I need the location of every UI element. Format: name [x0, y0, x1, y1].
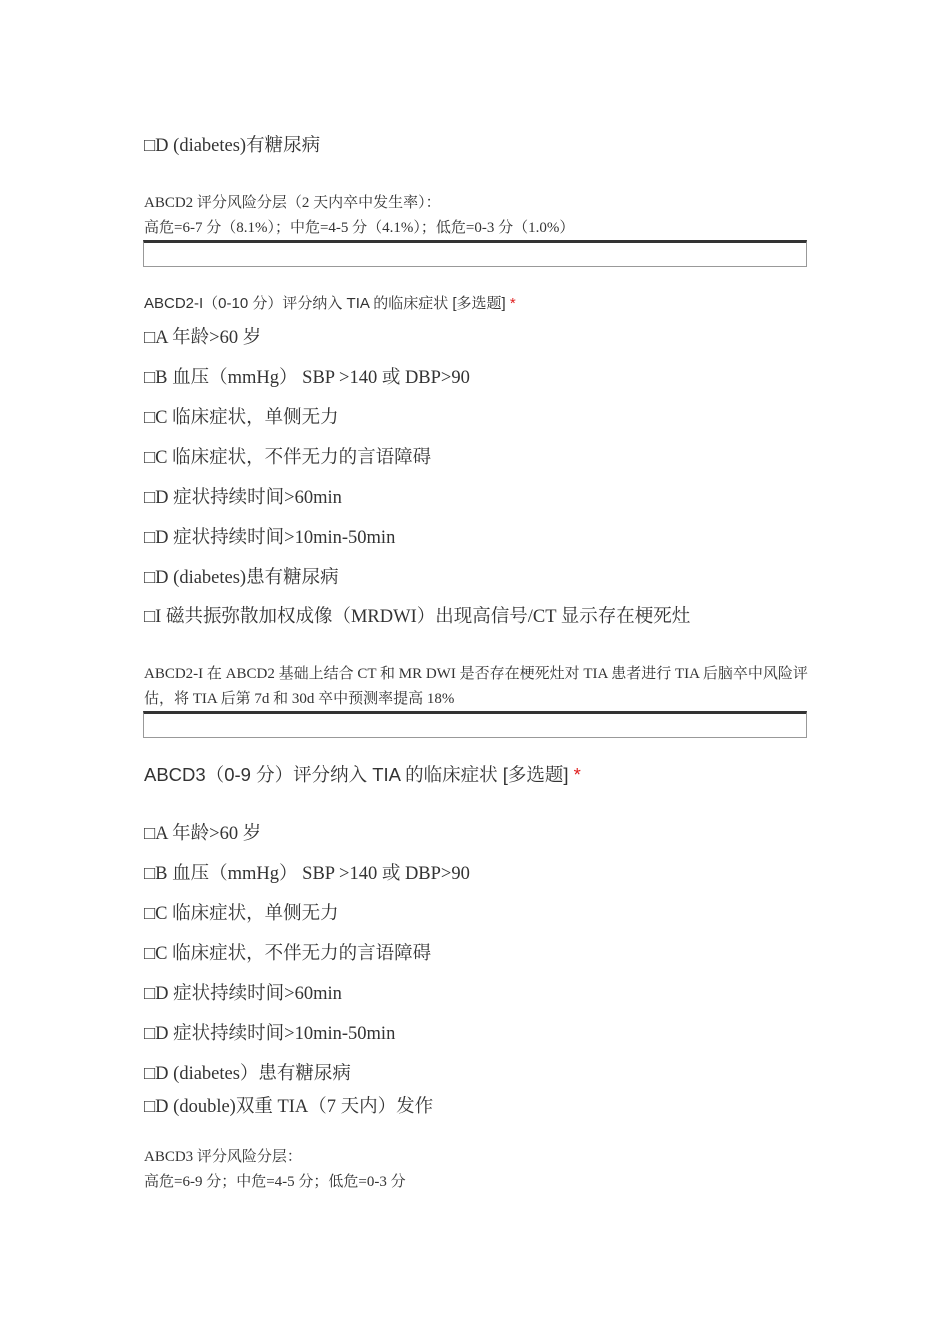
abcd3-risk-note-line2: 高危=6-9 分；中危=4-5 分；低危=0-3 分	[144, 1174, 406, 1190]
abcd2i-option-imaging[interactable]: □I 磁共振弥散加权成像（MRDWI）出现高信号/CT 显示存在梗死灶	[144, 607, 691, 627]
abcd2i-option-speech-disorder[interactable]: □C 临床症状，不伴无力的言语障碍	[144, 448, 432, 468]
abcd2i-option-duration-10-50[interactable]: □D 症状持续时间>10min-50min	[144, 528, 396, 548]
abcd2i-option-age[interactable]: □A 年龄>60 岁	[144, 328, 262, 348]
question-title-abcd2i	[144, 293, 516, 315]
abcd3-option-speech-disorder[interactable]: □C 临床症状，不伴无力的言语障碍	[144, 944, 432, 964]
abcd3-option-blood-pressure[interactable]: □B 血压（mmHg） SBP >140 或 DBP>90	[144, 864, 470, 884]
text-input-abcd2i[interactable]	[143, 711, 807, 738]
abcd2i-option-duration-60[interactable]: □D 症状持续时间>60min	[144, 488, 342, 508]
abcd3-option-duration-10-50[interactable]: □D 症状持续时间>10min-50min	[144, 1024, 396, 1044]
abcd3-risk-note-line1: ABCD3 评分风险分层：	[144, 1149, 302, 1165]
abcd2-risk-note-line1: ABCD2 评分风险分层（2 天内卒中发生率）：	[144, 195, 441, 211]
question-title-abcd3	[144, 762, 581, 788]
question-title-text: ABCD3（0-9 分）评分纳入 TIA 的临床症状 [多选题]	[144, 764, 569, 785]
abcd2i-option-unilateral-weakness[interactable]: □C 临床症状，单侧无力	[144, 408, 339, 428]
abcd3-option-double-tia[interactable]: □D (double)双重 TIA（7 天内）发作	[144, 1097, 434, 1117]
abcd3-option-unilateral-weakness[interactable]: □C 临床症状，单侧无力	[144, 904, 339, 924]
checkbox-option-diabetes[interactable]: □D (diabetes)有糖尿病	[144, 136, 321, 156]
abcd2i-option-blood-pressure[interactable]: □B 血压（mmHg） SBP >140 或 DBP>90	[144, 368, 470, 388]
abcd3-option-diabetes[interactable]: □D (diabetes）患有糖尿病	[144, 1064, 351, 1084]
question-title-text: ABCD2-I（0-10 分）评分纳入 TIA 的临床症状 [多选题]	[144, 295, 506, 312]
abcd3-option-age[interactable]: □A 年龄>60 岁	[144, 824, 262, 844]
required-mark: *	[573, 764, 581, 785]
abcd3-option-duration-60[interactable]: □D 症状持续时间>60min	[144, 984, 342, 1004]
text-input-abcd2[interactable]	[143, 240, 807, 267]
abcd2i-note: ABCD2-I 在 ABCD2 基础上结合 CT 和 MR DWI 是否存在梗死灶对 TIA 患者进行 TIA 后脑卒中风险评估，将 TIA 后第 7d 和 30d 卒中预测率提高 18%	[144, 666, 808, 707]
required-mark: *	[509, 295, 516, 312]
abcd2-risk-note-line2: 高危=6-7 分（8.1%）；中危=4-5 分（4.1%）；低危=0-3 分（1.0%）	[144, 220, 575, 236]
abcd2i-option-diabetes[interactable]: □D (diabetes)患有糖尿病	[144, 568, 339, 588]
